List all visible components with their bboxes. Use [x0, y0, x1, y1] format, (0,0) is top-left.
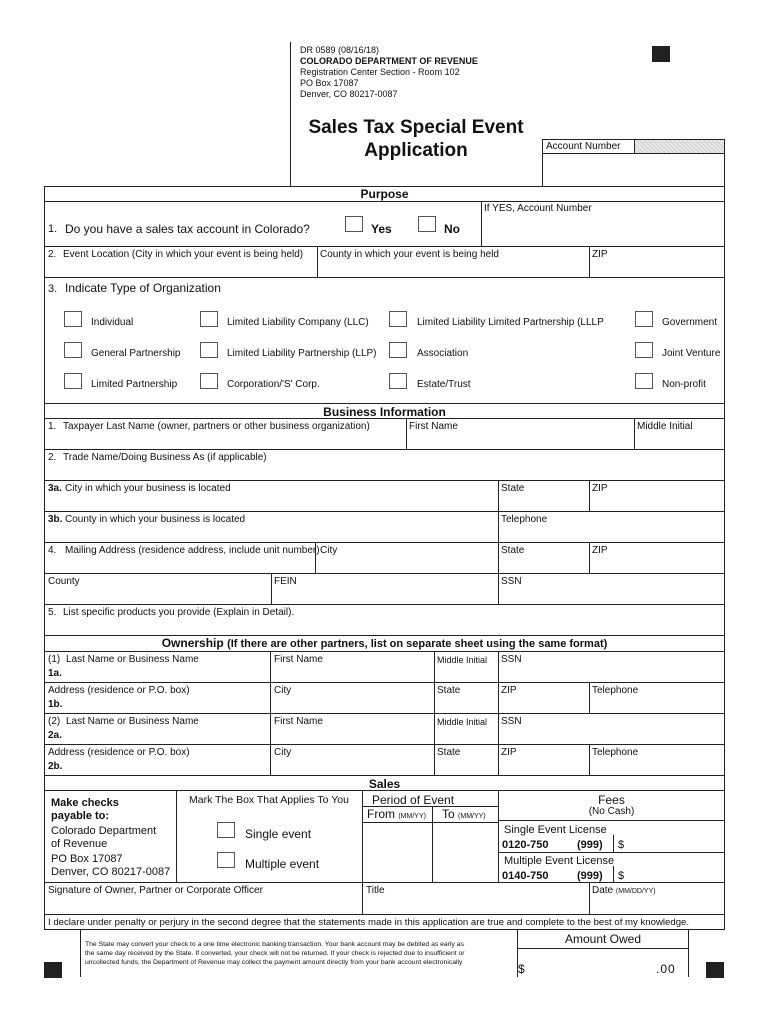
bi4-divider-1: [315, 542, 316, 573]
amount-owed-rule: [517, 948, 689, 949]
p2-last-name-input[interactable]: [66, 729, 266, 743]
p1-number: (1): [48, 654, 61, 665]
org-general-partnership-checkbox[interactable]: [64, 342, 82, 358]
org-llc-label: Limited Liability Company (LLC): [227, 317, 369, 328]
q3-number: 3.: [48, 283, 58, 295]
org-general-partnership-label: General Partnership: [91, 348, 181, 359]
payment-notice-line2: the same day received by the State. If converted, your check will not be returned. If your check is rejected due to insufficient or: [85, 950, 465, 957]
bi4b-rule: [45, 604, 725, 605]
q1-rule: [45, 246, 725, 247]
date-label: Date: [592, 885, 614, 896]
event-county-label: County in which your event is being held: [320, 249, 499, 260]
amount-owed-label: Amount Owed: [564, 932, 642, 946]
q2-divider-2: [589, 246, 590, 277]
taxpayer-last-name-label: Taxpayer Last Name (owner, partners or other business organization): [63, 421, 370, 432]
bi3b-rule: [45, 542, 725, 543]
bi4b-divider-1: [271, 573, 272, 604]
purpose-bottom-rule: [45, 403, 725, 404]
payment-notice-line1: The State may convert your check to a one time electronic banking transaction. Your bank account may be debited as early as: [85, 941, 464, 948]
ssn-input[interactable]: [501, 589, 722, 603]
business-county-label: County in which your business is located: [65, 514, 246, 525]
multiple-fee-divider: [613, 866, 614, 882]
p1-middle-initial-label: Middle Initial: [437, 655, 488, 665]
business-state-input[interactable]: [501, 496, 586, 510]
period-header-rule: [362, 822, 498, 823]
q2-rule: [45, 277, 725, 278]
signature-label: Signature of Owner, Partner or Corporate Officer: [48, 885, 263, 896]
business-state-label: State: [501, 483, 525, 494]
p2-telephone-input[interactable]: [592, 760, 722, 774]
fein-label: FEIN: [274, 576, 297, 587]
single-fee-divider: [613, 835, 614, 852]
business-zip-input[interactable]: [592, 496, 722, 510]
p2-address-input[interactable]: [66, 760, 266, 774]
p2-row-2a: 2a.: [48, 730, 62, 741]
p2-city-label: City: [274, 747, 292, 758]
p2-number: (2): [48, 716, 61, 727]
own-1a-rule: [45, 682, 725, 683]
q1-number: 1.: [48, 223, 58, 235]
ssn-label: SSN: [501, 576, 522, 587]
mailing-county-input[interactable]: [48, 589, 268, 603]
header-po-box: PO Box 17087: [300, 78, 359, 88]
business-county-number: 3b.: [48, 514, 63, 525]
no-label: No: [444, 222, 460, 236]
single-license-fee: (999): [577, 839, 603, 851]
period-divider: [432, 806, 433, 882]
ownership-heading-note: (If there are other partners, list on separate sheet using the same format): [227, 638, 608, 650]
sales-tax-account-no-checkbox[interactable]: [418, 216, 436, 232]
org-corporation-label: Corporation/'S' Corp.: [227, 379, 320, 390]
account-number-input[interactable]: [546, 158, 721, 182]
taxpayer-middle-initial-label: Middle Initial: [637, 421, 693, 432]
bi5-rule: [45, 635, 725, 636]
fees-rule-1: [498, 820, 725, 821]
business-telephone-input[interactable]: [501, 527, 722, 541]
org-lllp-label: Limited Liability Limited Partnership (LLLP: [417, 317, 604, 328]
single-fee-dollar: $: [618, 839, 625, 851]
q2-number: 2.: [48, 249, 57, 260]
bi4-rule: [45, 573, 725, 574]
fees-no-cash: (No Cash): [588, 806, 635, 817]
p2-ssn-input[interactable]: [501, 729, 722, 743]
p1-last-name-label: Last Name or Business Name: [66, 654, 199, 665]
p1-last-name-input[interactable]: [66, 667, 266, 681]
taxpayer-middle-initial-input[interactable]: [637, 434, 722, 448]
title-input[interactable]: [366, 899, 585, 913]
org-association-checkbox[interactable]: [389, 342, 407, 358]
account-number-label: Account Number: [546, 141, 621, 152]
taxpayer-first-name-input[interactable]: [409, 434, 631, 448]
form-title-line2: Application: [364, 140, 468, 161]
form-id: DR 0589 (08/16/18): [300, 45, 380, 55]
if-yes-account-label: If YES, Account Number: [484, 203, 592, 214]
from-label: From: [367, 807, 395, 821]
products-input[interactable]: [48, 620, 722, 634]
payee-line3: PO Box 17087: [51, 853, 123, 865]
signature-input[interactable]: [48, 899, 358, 913]
existing-account-number-input[interactable]: [484, 218, 722, 242]
p1-city-label: City: [274, 685, 292, 696]
org-government-label: Government: [662, 317, 718, 328]
p2-middle-initial-label: Middle Initial: [437, 717, 488, 727]
org-limited-partnership-checkbox[interactable]: [64, 373, 82, 389]
p1-state-label: State: [437, 685, 461, 696]
own-2a-divider-2: [434, 713, 435, 744]
mailing-address-label: Mailing Address (residence address, include unit number): [65, 545, 320, 556]
p2-last-name-label: Last Name or Business Name: [66, 716, 199, 727]
title-label: Title: [366, 885, 385, 896]
ownership-heading-row: [44, 637, 725, 651]
p1-telephone-input[interactable]: [592, 698, 722, 712]
amount-owed-dollar: $: [518, 962, 525, 976]
bi1-rule: [45, 449, 725, 450]
trade-name-number: 2.: [48, 452, 57, 463]
business-city-input[interactable]: [48, 496, 494, 510]
mailing-county-label: County: [48, 576, 80, 587]
sales-divider-2: [362, 790, 363, 882]
org-lllp-checkbox[interactable]: [389, 311, 407, 327]
account-number-vdivider: [634, 140, 635, 153]
q1-divider: [481, 201, 482, 246]
purpose-heading: Purpose: [360, 187, 409, 201]
org-llp-checkbox[interactable]: [200, 342, 218, 358]
sig-rule: [45, 914, 725, 915]
date-input[interactable]: [592, 899, 722, 913]
org-government-checkbox[interactable]: [635, 311, 653, 327]
event-zip-input[interactable]: [592, 262, 722, 276]
date-header: [592, 885, 656, 898]
org-llp-label: Limited Liability Partnership (LLP): [227, 348, 377, 359]
bi2-rule: [45, 480, 725, 481]
q3-text: Indicate Type of Organization: [65, 281, 221, 295]
business-county-input[interactable]: [48, 527, 494, 541]
sales-bottom-rule: [45, 882, 725, 883]
sig-divider-2: [589, 882, 590, 914]
p2-city-input[interactable]: [274, 760, 432, 774]
account-number-shaded: [635, 140, 724, 153]
single-license-code: 0120-750: [502, 839, 549, 851]
p1-telephone-label: Telephone: [592, 685, 639, 696]
taxpayer-first-name-label: First Name: [409, 421, 458, 432]
registration-mark-top-right: [652, 46, 670, 62]
bi3b-divider: [498, 511, 499, 542]
period-from-input[interactable]: [366, 826, 428, 878]
p2-first-name-label: First Name: [274, 716, 323, 727]
products-number: 5.: [48, 607, 57, 618]
mailing-zip-input[interactable]: [592, 558, 722, 572]
business-heading-rule: [45, 418, 725, 419]
own-2b-divider-4: [589, 744, 590, 775]
purpose-heading-rule: [45, 201, 725, 202]
fees-heading: Fees: [598, 793, 625, 807]
q1-text: Do you have a sales tax account in Colorado?: [65, 222, 310, 236]
org-estate-trust-label: Estate/Trust: [417, 379, 471, 390]
registration-mark-bottom-left: [44, 962, 62, 978]
mailing-address-input[interactable]: [48, 558, 312, 572]
bi3a-rule: [45, 511, 725, 512]
amount-owed-cents: .00: [656, 962, 676, 976]
own-2b-divider-3: [498, 744, 499, 775]
own-2a-divider-3: [498, 713, 499, 744]
from-format: (MM/YY): [398, 813, 426, 820]
taxpayer-number: 1.: [48, 421, 57, 432]
org-association-label: Association: [417, 348, 469, 359]
org-non-profit-checkbox[interactable]: [635, 373, 653, 389]
p1-zip-input[interactable]: [501, 698, 586, 712]
period-to-input[interactable]: [436, 826, 494, 878]
business-city-label: City in which your business is located: [65, 483, 231, 494]
org-non-profit-label: Non-profit: [662, 379, 706, 390]
q2-divider-1: [317, 246, 318, 277]
p1-first-name-label: First Name: [274, 654, 323, 665]
own-1b-rule: [45, 713, 725, 714]
own-2b-divider-1: [270, 744, 271, 775]
sales-divider-1: [176, 790, 177, 882]
registration-section: Registration Center Section - Room 102: [300, 67, 460, 77]
form-title-line1: Sales Tax Special Event: [308, 117, 524, 138]
bi1-divider-2: [634, 418, 635, 449]
event-zip-label: ZIP: [592, 249, 608, 260]
multiple-license-code: 0140-750: [502, 870, 549, 882]
own-1b-divider-3: [498, 682, 499, 713]
mailing-address-number: 4.: [48, 545, 57, 556]
to-label: To: [442, 807, 455, 821]
own-1a-divider-2: [434, 651, 435, 682]
to-format: (MM/YY): [458, 813, 486, 820]
p1-middle-initial-input[interactable]: [437, 667, 495, 681]
yes-label: Yes: [371, 222, 392, 236]
bi4-divider-2: [498, 542, 499, 573]
department-name: COLORADO DEPARTMENT OF REVENUE: [300, 56, 478, 66]
single-fee-amount-input[interactable]: [627, 838, 722, 852]
single-event-label: Single event: [245, 827, 312, 841]
payee-line4: Denver, CO 80217-0087: [51, 866, 171, 878]
org-llc-checkbox[interactable]: [200, 311, 218, 327]
p1-city-input[interactable]: [274, 698, 432, 712]
own-2a-divider-1: [270, 713, 271, 744]
account-number-divider: [543, 153, 725, 154]
multiple-license-fee: (999): [577, 870, 603, 882]
org-limited-partnership-label: Limited Partnership: [91, 379, 178, 390]
p1-ssn-input[interactable]: [501, 667, 722, 681]
org-individual-checkbox[interactable]: [64, 311, 82, 327]
multiple-event-checkbox[interactable]: [217, 852, 235, 868]
multiple-fee-dollar: $: [618, 870, 625, 882]
p1-row-1a: 1a.: [48, 668, 62, 679]
bi3a-divider-1: [498, 480, 499, 511]
taxpayer-last-name-input[interactable]: [48, 434, 402, 448]
mailing-zip-label: ZIP: [592, 545, 608, 556]
org-joint-venture-label: Joint Venture: [662, 348, 721, 359]
p2-zip-label: ZIP: [501, 747, 517, 758]
mailing-state-label: State: [501, 545, 525, 556]
multiple-fee-amount-input[interactable]: [627, 869, 722, 882]
header-city: Denver, CO 80217-0087: [300, 89, 398, 99]
p1-ssn-label: SSN: [501, 654, 522, 665]
mark-box-label: Mark The Box That Applies To You: [189, 794, 349, 806]
p2-telephone-label: Telephone: [592, 747, 639, 758]
org-corporation-checkbox[interactable]: [200, 373, 218, 389]
ownership-heading: Ownership: [161, 636, 224, 650]
multiple-license-label: Multiple Event License: [504, 855, 615, 867]
sales-tax-account-yes-checkbox[interactable]: [345, 216, 363, 232]
bi4b-divider-2: [498, 573, 499, 604]
make-checks-line2: payable to:: [51, 810, 110, 822]
p1-zip-label: ZIP: [501, 685, 517, 696]
sales-heading-rule: [45, 790, 725, 791]
business-zip-label: ZIP: [592, 483, 608, 494]
business-city-number: 3a.: [48, 483, 62, 494]
org-estate-trust-checkbox[interactable]: [389, 373, 407, 389]
own-2a-rule: [45, 744, 725, 745]
multiple-event-label: Multiple event: [245, 857, 320, 871]
trade-name-input[interactable]: [48, 465, 722, 479]
org-joint-venture-checkbox[interactable]: [635, 342, 653, 358]
business-telephone-label: Telephone: [501, 514, 548, 525]
mailing-city-input[interactable]: [320, 558, 494, 572]
products-label: List specific products you provide (Explain in Detail).: [63, 607, 295, 618]
make-checks-line1: Make checks: [51, 797, 119, 809]
period-heading: Period of Event: [372, 793, 455, 807]
p2-middle-initial-input[interactable]: [437, 729, 495, 743]
single-license-label: Single Event License: [504, 824, 607, 836]
p2-state-input[interactable]: [437, 760, 495, 774]
declaration-text: I declare under penalty or perjury in the second degree that the statements made in this application are true and complete to the best of my knowledge.: [48, 917, 690, 928]
p1-address-label: Address (residence or P.O. box): [48, 685, 190, 696]
p2-zip-input[interactable]: [501, 760, 586, 774]
registration-mark-bottom-right: [706, 962, 724, 978]
own-1b-divider-1: [270, 682, 271, 713]
p1-first-name-input[interactable]: [274, 667, 432, 681]
own-1b-divider-2: [434, 682, 435, 713]
event-county-input[interactable]: [320, 262, 586, 276]
amount-owed-input[interactable]: [530, 961, 652, 975]
business-info-heading: Business Information: [323, 405, 446, 419]
p2-ssn-label: SSN: [501, 716, 522, 727]
event-location-label: Event Location (City in which your event is being held): [63, 249, 304, 260]
header-divider: [290, 42, 291, 186]
own-2b-divider-2: [434, 744, 435, 775]
own-1a-divider-3: [498, 651, 499, 682]
sig-divider-1: [362, 882, 363, 914]
org-individual-label: Individual: [91, 317, 134, 328]
own-1a-divider-1: [270, 651, 271, 682]
p1-state-input[interactable]: [437, 698, 495, 712]
p2-address-label: Address (residence or P.O. box): [48, 747, 190, 758]
bi4-divider-3: [589, 542, 590, 573]
sales-heading: Sales: [368, 777, 401, 791]
p2-row-2b: 2b.: [48, 761, 63, 772]
date-format: (MM/DD/YY): [615, 888, 656, 895]
single-event-checkbox[interactable]: [217, 822, 235, 838]
mailing-state-input[interactable]: [501, 558, 586, 572]
p1-address-input[interactable]: [66, 698, 266, 712]
payee-line2: of Revenue: [51, 838, 108, 850]
ownership-heading-rule: [45, 651, 725, 652]
p2-state-label: State: [437, 747, 461, 758]
p1-row-1b: 1b.: [48, 699, 63, 710]
p2-first-name-input[interactable]: [274, 729, 432, 743]
own-1b-divider-4: [589, 682, 590, 713]
payment-notice-line3: uncollected funds, the Department of Revenue may collect the payment amount directly from your bank account electronically: [85, 959, 463, 966]
bi3a-divider-2: [589, 480, 590, 511]
trade-name-label: Trade Name/Doing Business As (if applicable): [63, 452, 267, 463]
bi1-divider-1: [406, 418, 407, 449]
own-2b-rule: [45, 775, 725, 776]
fein-input[interactable]: [274, 589, 494, 603]
payee-line1: Colorado Department: [51, 825, 157, 837]
mailing-city-label: City: [320, 545, 338, 556]
event-location-input[interactable]: [48, 262, 314, 276]
fees-rule-2: [498, 852, 725, 853]
